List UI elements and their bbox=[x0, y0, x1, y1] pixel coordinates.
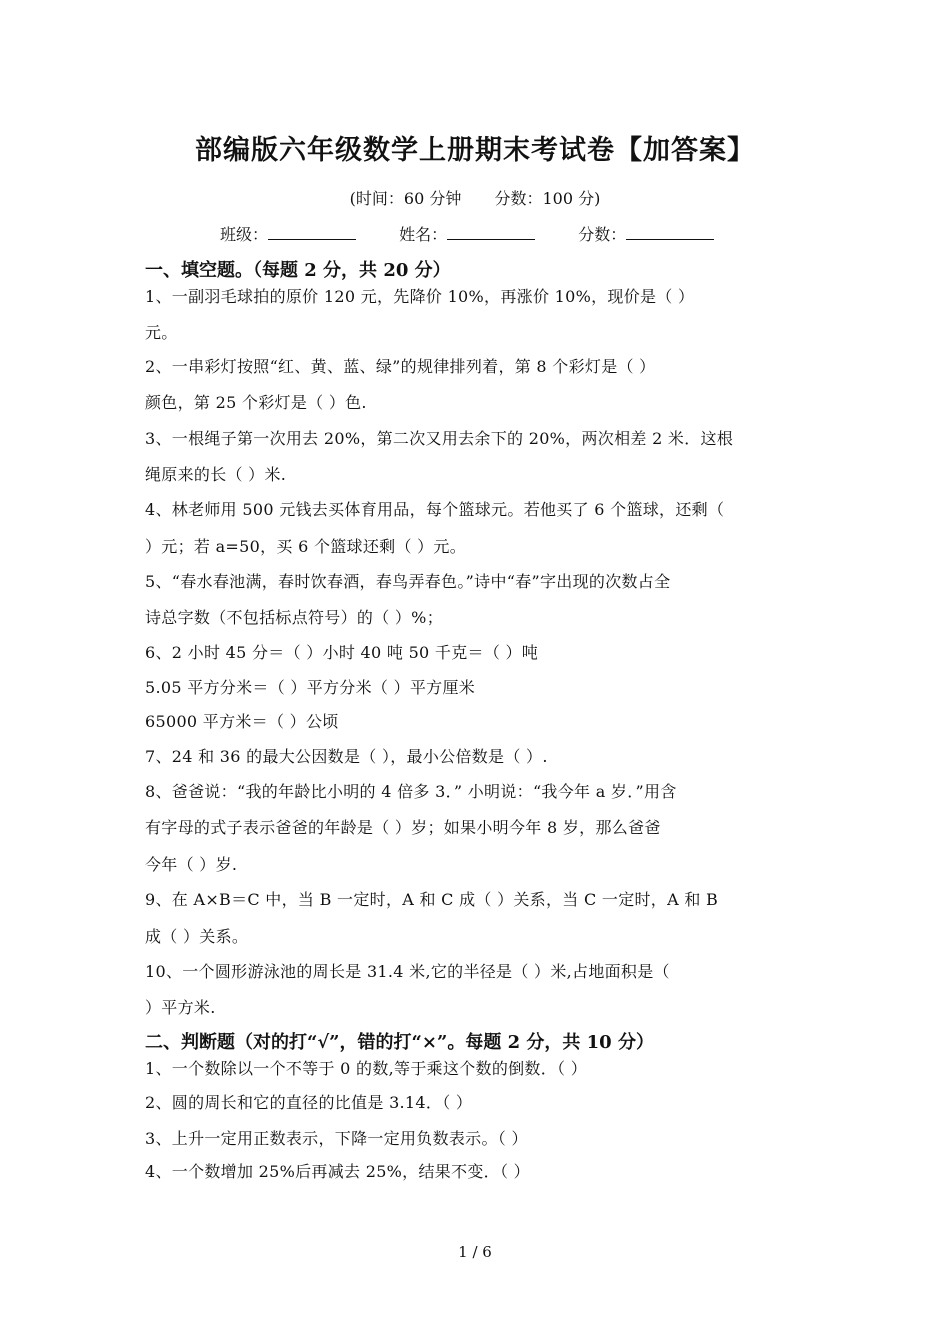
time-limit: (时间：60 分钟 bbox=[349, 189, 462, 208]
section-heading-fill-blank: 一、填空题。（每题 2 分，共 20 分） bbox=[145, 260, 451, 281]
name-label: 姓名： bbox=[399, 225, 448, 244]
class-label: 班级： bbox=[220, 225, 269, 244]
page-title: 部编版六年级数学上册期末考试卷【加答案】 bbox=[195, 135, 755, 166]
score-blank[interactable] bbox=[626, 225, 714, 240]
question-line: 绳原来的长（ ）米. bbox=[145, 465, 287, 484]
exam-meta bbox=[0, 186, 950, 209]
score-field bbox=[578, 222, 714, 245]
question-line: 8、爸爸说：“我的年龄比小明的 4 倍多 3．” 小明说：“我今年 a 岁．”用含 bbox=[145, 782, 677, 801]
question-line: 元。 bbox=[145, 323, 178, 342]
question-line: 3、一根绳子第一次用去 20%，第二次又用去余下的 20%，两次相差 2 米．这根 bbox=[145, 429, 734, 448]
question-line: 1、一副羽毛球拍的原价 120 元，先降价 10%，再涨价 10%，现价是（ ） bbox=[145, 287, 695, 306]
question-line: 4、林老师用 500 元钱去买体育用品，每个篮球元。若他买了 6 个篮球，还剩（ bbox=[145, 500, 725, 519]
question-line: 65000 平方米＝（ ）公顷 bbox=[145, 712, 339, 731]
student-info bbox=[220, 222, 752, 245]
section-heading-true-false: 二、判断题（对的打“√”，错的打“×”。每题 2 分，共 10 分） bbox=[145, 1032, 654, 1053]
question-line: 6、2 小时 45 分＝（ ）小时 40 吨 50 千克＝（ ）吨 bbox=[145, 643, 539, 662]
question-line: 颜色，第 25 个彩灯是（ ）色. bbox=[145, 393, 367, 412]
score-label: 分数： bbox=[578, 225, 627, 244]
question-line: ）平方米. bbox=[145, 998, 216, 1017]
question-line: ）元；若 a=50，买 6 个篮球还剩（ ）元。 bbox=[145, 537, 467, 556]
name-blank[interactable] bbox=[447, 225, 535, 240]
question-line: 成（ ）关系。 bbox=[145, 927, 249, 946]
question-line: 2、一串彩灯按照“红、黄、蓝、绿”的规律排列着，第 8 个彩灯是（ ） bbox=[145, 357, 656, 376]
question-line: 5、“春水春池满，春时饮春酒，春鸟弄春色。”诗中“春”字出现的次数占全 bbox=[145, 572, 671, 591]
question-line: 2、圆的周长和它的直径的比值是 3.14．（ ） bbox=[145, 1093, 473, 1112]
question-line: 3、上升一定用正数表示，下降一定用负数表示。（ ） bbox=[145, 1129, 528, 1148]
question-line: 诗总字数（不包括标点符号）的（ ）%； bbox=[145, 608, 443, 627]
question-line: 有字母的式子表示爸爸的年龄是（ ）岁；如果小明今年 8 岁，那么爸爸 bbox=[145, 818, 661, 837]
question-line: 9、在 A×B＝C 中，当 B 一定时，A 和 C 成（ ）关系，当 C 一定时，A 和 B bbox=[145, 890, 719, 909]
class-field bbox=[220, 222, 356, 245]
page-number: 1 / 6 bbox=[458, 1243, 492, 1261]
name-field bbox=[399, 222, 535, 245]
question-line: 1、一个数除以一个不等于 0 的数,等于乘这个数的倒数．（ ） bbox=[145, 1059, 588, 1078]
question-line: 10、一个圆形游泳池的周长是 31.4 米,它的半径是（ ）米,占地面积是（ bbox=[145, 962, 670, 981]
class-blank[interactable] bbox=[268, 225, 356, 240]
question-line: 7、24 和 36 的最大公因数是（ ），最小公倍数是（ ）. bbox=[145, 747, 548, 766]
question-line: 5.05 平方分米＝（ ）平方分米（ ）平方厘米 bbox=[145, 678, 476, 697]
question-line: 今年（ ）岁. bbox=[145, 855, 238, 874]
question-line: 4、一个数增加 25%后再减去 25%，结果不变．（ ） bbox=[145, 1162, 530, 1181]
total-score: 分数：100 分) bbox=[494, 189, 601, 208]
